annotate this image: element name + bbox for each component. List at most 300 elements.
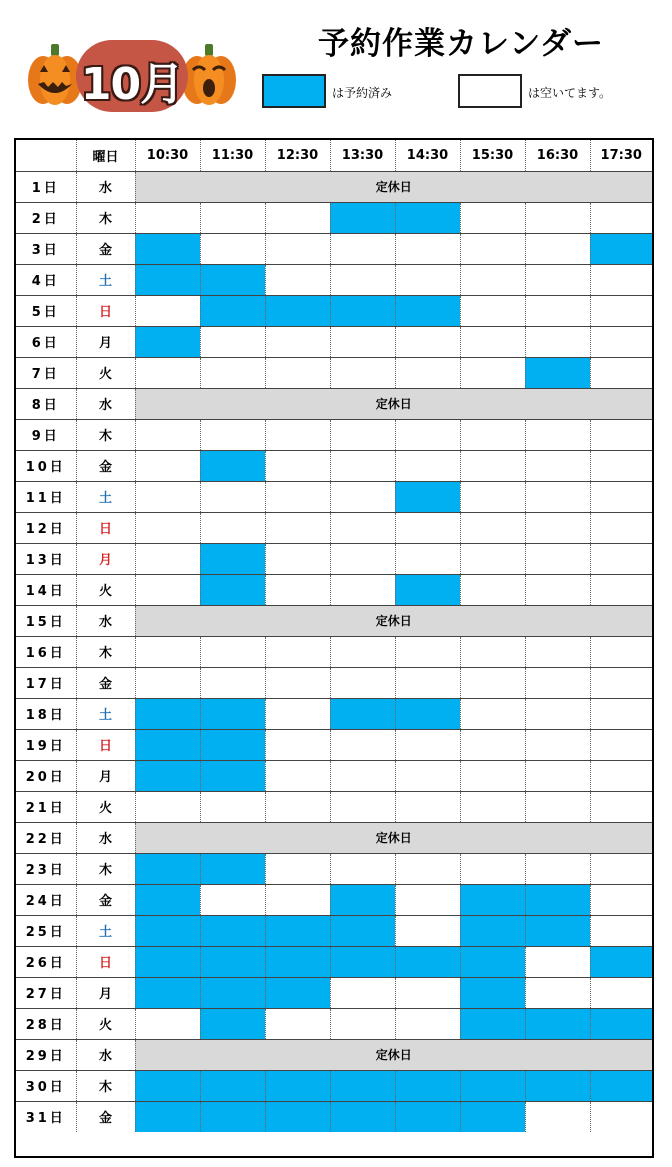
open-slot[interactable] bbox=[460, 698, 525, 729]
open-slot[interactable] bbox=[590, 295, 652, 326]
day-label: 7日 bbox=[16, 357, 76, 388]
closed-day-cell: 定休日 bbox=[135, 388, 652, 419]
day-label: 8日 bbox=[16, 388, 76, 419]
open-slot[interactable] bbox=[330, 1008, 395, 1039]
open-slot[interactable] bbox=[525, 202, 590, 233]
day-row bbox=[16, 698, 652, 729]
booked-slot[interactable] bbox=[395, 574, 460, 605]
day-row bbox=[16, 760, 652, 791]
open-slot[interactable] bbox=[330, 419, 395, 450]
booked-slot[interactable] bbox=[330, 698, 395, 729]
booked-slot[interactable] bbox=[200, 1101, 265, 1132]
day-row bbox=[16, 171, 652, 202]
day-row bbox=[16, 946, 652, 977]
page-title: 予約作業カレンダー bbox=[318, 26, 604, 62]
booked-slot[interactable] bbox=[330, 915, 395, 946]
open-slot[interactable] bbox=[460, 791, 525, 822]
legend-booked-swatch bbox=[262, 74, 326, 108]
open-slot[interactable] bbox=[525, 636, 590, 667]
open-slot[interactable] bbox=[200, 481, 265, 512]
closed-day-cell: 定休日 bbox=[135, 171, 652, 202]
open-slot[interactable] bbox=[525, 450, 590, 481]
day-label: 28日 bbox=[16, 1008, 76, 1039]
booked-slot[interactable] bbox=[135, 853, 200, 884]
booked-slot[interactable] bbox=[265, 295, 330, 326]
open-slot[interactable] bbox=[460, 760, 525, 791]
open-slot[interactable] bbox=[330, 977, 395, 1008]
open-slot[interactable] bbox=[395, 884, 460, 915]
month-badge bbox=[76, 40, 188, 112]
open-slot[interactable] bbox=[135, 574, 200, 605]
open-slot[interactable] bbox=[265, 667, 330, 698]
weekday-label: 金 bbox=[76, 667, 135, 698]
booked-slot[interactable] bbox=[200, 1008, 265, 1039]
day-label: 4日 bbox=[16, 264, 76, 295]
open-slot[interactable] bbox=[330, 481, 395, 512]
open-slot[interactable] bbox=[200, 636, 265, 667]
open-slot[interactable] bbox=[395, 450, 460, 481]
open-slot[interactable] bbox=[460, 450, 525, 481]
booked-slot[interactable] bbox=[135, 326, 200, 357]
open-slot[interactable] bbox=[265, 884, 330, 915]
booked-slot[interactable] bbox=[590, 1070, 652, 1101]
open-slot[interactable] bbox=[265, 450, 330, 481]
booked-slot[interactable] bbox=[265, 915, 330, 946]
open-slot[interactable] bbox=[135, 667, 200, 698]
day-label: 27日 bbox=[16, 977, 76, 1008]
open-slot[interactable] bbox=[590, 977, 652, 1008]
open-slot[interactable] bbox=[395, 636, 460, 667]
open-slot[interactable] bbox=[590, 419, 652, 450]
pumpkin-right-icon bbox=[180, 42, 238, 106]
open-slot[interactable] bbox=[460, 202, 525, 233]
day-row bbox=[16, 419, 652, 450]
weekday-label: 木 bbox=[76, 636, 135, 667]
open-slot[interactable] bbox=[525, 760, 590, 791]
weekday-label: 木 bbox=[76, 853, 135, 884]
open-slot[interactable] bbox=[395, 977, 460, 1008]
day-label: 3日 bbox=[16, 233, 76, 264]
weekday-label: 日 bbox=[76, 512, 135, 543]
open-slot[interactable] bbox=[395, 729, 460, 760]
open-slot[interactable] bbox=[460, 326, 525, 357]
open-slot[interactable] bbox=[590, 543, 652, 574]
weekday-label: 金 bbox=[76, 450, 135, 481]
booked-slot[interactable] bbox=[460, 977, 525, 1008]
time-header-cell: 10:30 bbox=[135, 140, 200, 171]
open-slot[interactable] bbox=[590, 698, 652, 729]
time-header-cell: 17:30 bbox=[590, 140, 652, 171]
open-slot[interactable] bbox=[200, 884, 265, 915]
open-slot[interactable] bbox=[590, 574, 652, 605]
booked-slot[interactable] bbox=[395, 481, 460, 512]
day-label: 31日 bbox=[16, 1101, 76, 1132]
weekday-label: 火 bbox=[76, 574, 135, 605]
closed-day-cell: 定休日 bbox=[135, 1039, 652, 1070]
booked-slot[interactable] bbox=[200, 977, 265, 1008]
open-slot[interactable] bbox=[330, 667, 395, 698]
weekday-label: 水 bbox=[76, 388, 135, 419]
day-label: 1日 bbox=[16, 171, 76, 202]
open-slot[interactable] bbox=[330, 729, 395, 760]
open-slot[interactable] bbox=[135, 450, 200, 481]
open-slot[interactable] bbox=[395, 357, 460, 388]
open-slot[interactable] bbox=[395, 791, 460, 822]
legend-open-label: は空いてます。 bbox=[528, 86, 612, 100]
open-slot[interactable] bbox=[200, 419, 265, 450]
open-slot[interactable] bbox=[590, 915, 652, 946]
open-slot[interactable] bbox=[590, 853, 652, 884]
day-label: 12日 bbox=[16, 512, 76, 543]
day-row bbox=[16, 791, 652, 822]
day-row bbox=[16, 1039, 652, 1070]
open-slot[interactable] bbox=[265, 419, 330, 450]
open-slot[interactable] bbox=[525, 295, 590, 326]
booked-slot[interactable] bbox=[460, 946, 525, 977]
day-row bbox=[16, 233, 652, 264]
open-slot[interactable] bbox=[265, 636, 330, 667]
booked-slot[interactable] bbox=[200, 450, 265, 481]
day-row bbox=[16, 450, 652, 481]
day-label: 14日 bbox=[16, 574, 76, 605]
open-slot[interactable] bbox=[395, 760, 460, 791]
booked-slot[interactable] bbox=[330, 884, 395, 915]
booked-slot[interactable] bbox=[590, 1008, 652, 1039]
open-slot[interactable] bbox=[135, 357, 200, 388]
open-slot[interactable] bbox=[395, 512, 460, 543]
booked-slot[interactable] bbox=[135, 698, 200, 729]
booked-slot[interactable] bbox=[200, 915, 265, 946]
open-slot[interactable] bbox=[590, 729, 652, 760]
open-slot[interactable] bbox=[590, 326, 652, 357]
header bbox=[0, 0, 672, 135]
open-slot[interactable] bbox=[590, 636, 652, 667]
open-slot[interactable] bbox=[590, 884, 652, 915]
open-slot[interactable] bbox=[460, 357, 525, 388]
open-slot[interactable] bbox=[395, 326, 460, 357]
open-slot[interactable] bbox=[330, 512, 395, 543]
open-slot[interactable] bbox=[460, 574, 525, 605]
open-slot[interactable] bbox=[525, 481, 590, 512]
weekday-label: 月 bbox=[76, 326, 135, 357]
booked-slot[interactable] bbox=[460, 1101, 525, 1132]
booked-slot[interactable] bbox=[395, 698, 460, 729]
open-slot[interactable] bbox=[135, 202, 200, 233]
open-slot[interactable] bbox=[135, 636, 200, 667]
open-slot[interactable] bbox=[135, 419, 200, 450]
booked-slot[interactable] bbox=[135, 760, 200, 791]
booked-slot[interactable] bbox=[525, 1008, 590, 1039]
weekday-label: 水 bbox=[76, 605, 135, 636]
open-slot[interactable] bbox=[135, 1008, 200, 1039]
booked-slot[interactable] bbox=[200, 946, 265, 977]
day-label: 19日 bbox=[16, 729, 76, 760]
booked-slot[interactable] bbox=[200, 729, 265, 760]
booked-slot[interactable] bbox=[200, 295, 265, 326]
booked-slot[interactable] bbox=[200, 853, 265, 884]
open-slot[interactable] bbox=[135, 791, 200, 822]
booked-slot[interactable] bbox=[200, 574, 265, 605]
day-row bbox=[16, 388, 652, 419]
open-slot[interactable] bbox=[330, 853, 395, 884]
calendar-table bbox=[16, 140, 652, 1132]
booked-slot[interactable] bbox=[135, 729, 200, 760]
open-slot[interactable] bbox=[460, 636, 525, 667]
open-slot[interactable] bbox=[525, 574, 590, 605]
open-slot[interactable] bbox=[265, 326, 330, 357]
day-row bbox=[16, 326, 652, 357]
day-label: 24日 bbox=[16, 884, 76, 915]
booked-slot[interactable] bbox=[330, 295, 395, 326]
open-slot[interactable] bbox=[330, 264, 395, 295]
day-row bbox=[16, 574, 652, 605]
weekday-label: 金 bbox=[76, 884, 135, 915]
open-slot[interactable] bbox=[265, 729, 330, 760]
open-slot[interactable] bbox=[395, 853, 460, 884]
open-slot[interactable] bbox=[265, 698, 330, 729]
day-label: 5日 bbox=[16, 295, 76, 326]
open-slot[interactable] bbox=[460, 481, 525, 512]
open-slot[interactable] bbox=[200, 357, 265, 388]
booked-slot[interactable] bbox=[135, 264, 200, 295]
weekday-header-cell: 曜日 bbox=[76, 140, 135, 171]
open-slot[interactable] bbox=[265, 853, 330, 884]
open-slot[interactable] bbox=[135, 512, 200, 543]
weekday-label: 月 bbox=[76, 543, 135, 574]
weekday-label: 木 bbox=[76, 1070, 135, 1101]
open-slot[interactable] bbox=[330, 574, 395, 605]
open-slot[interactable] bbox=[265, 543, 330, 574]
open-slot[interactable] bbox=[525, 853, 590, 884]
open-slot[interactable] bbox=[330, 357, 395, 388]
day-row bbox=[16, 264, 652, 295]
day-label: 17日 bbox=[16, 667, 76, 698]
open-slot[interactable] bbox=[265, 760, 330, 791]
booked-slot[interactable] bbox=[265, 1070, 330, 1101]
open-slot[interactable] bbox=[590, 1101, 652, 1132]
open-slot[interactable] bbox=[525, 667, 590, 698]
booked-slot[interactable] bbox=[200, 264, 265, 295]
time-header-cell: 11:30 bbox=[200, 140, 265, 171]
booked-slot[interactable] bbox=[135, 1070, 200, 1101]
open-slot[interactable] bbox=[265, 574, 330, 605]
open-slot[interactable] bbox=[460, 233, 525, 264]
open-slot[interactable] bbox=[395, 667, 460, 698]
booked-slot[interactable] bbox=[200, 1070, 265, 1101]
booked-slot[interactable] bbox=[135, 977, 200, 1008]
open-slot[interactable] bbox=[460, 729, 525, 760]
day-label: 11日 bbox=[16, 481, 76, 512]
closed-day-cell: 定休日 bbox=[135, 605, 652, 636]
weekday-label: 火 bbox=[76, 1008, 135, 1039]
open-slot[interactable] bbox=[525, 977, 590, 1008]
open-slot[interactable] bbox=[460, 853, 525, 884]
open-slot[interactable] bbox=[395, 233, 460, 264]
open-slot[interactable] bbox=[330, 760, 395, 791]
open-slot[interactable] bbox=[265, 357, 330, 388]
day-row bbox=[16, 822, 652, 853]
day-label: 23日 bbox=[16, 853, 76, 884]
open-slot[interactable] bbox=[525, 729, 590, 760]
open-slot[interactable] bbox=[200, 233, 265, 264]
open-slot[interactable] bbox=[525, 1101, 590, 1132]
open-slot[interactable] bbox=[525, 264, 590, 295]
weekday-label: 月 bbox=[76, 977, 135, 1008]
booked-slot[interactable] bbox=[135, 233, 200, 264]
open-slot[interactable] bbox=[460, 419, 525, 450]
open-slot[interactable] bbox=[135, 543, 200, 574]
booked-slot[interactable] bbox=[200, 698, 265, 729]
booked-slot[interactable] bbox=[525, 357, 590, 388]
open-slot[interactable] bbox=[590, 264, 652, 295]
day-row bbox=[16, 884, 652, 915]
open-slot[interactable] bbox=[525, 791, 590, 822]
open-slot[interactable] bbox=[200, 202, 265, 233]
open-slot[interactable] bbox=[330, 233, 395, 264]
open-slot[interactable] bbox=[395, 419, 460, 450]
booked-slot[interactable] bbox=[135, 915, 200, 946]
booked-slot[interactable] bbox=[330, 1101, 395, 1132]
weekday-label: 水 bbox=[76, 1039, 135, 1070]
booked-slot[interactable] bbox=[460, 884, 525, 915]
booked-slot[interactable] bbox=[590, 946, 652, 977]
booked-slot[interactable] bbox=[460, 915, 525, 946]
open-slot[interactable] bbox=[525, 512, 590, 543]
booked-slot[interactable] bbox=[460, 1008, 525, 1039]
open-slot[interactable] bbox=[460, 512, 525, 543]
booked-slot[interactable] bbox=[265, 1101, 330, 1132]
day-label: 20日 bbox=[16, 760, 76, 791]
open-slot[interactable] bbox=[525, 698, 590, 729]
booked-slot[interactable] bbox=[525, 915, 590, 946]
booked-slot[interactable] bbox=[460, 1070, 525, 1101]
open-slot[interactable] bbox=[590, 202, 652, 233]
weekday-label: 木 bbox=[76, 202, 135, 233]
booked-slot[interactable] bbox=[525, 884, 590, 915]
open-slot[interactable] bbox=[590, 667, 652, 698]
booked-slot[interactable] bbox=[395, 946, 460, 977]
day-label: 9日 bbox=[16, 419, 76, 450]
open-slot[interactable] bbox=[395, 264, 460, 295]
open-slot[interactable] bbox=[265, 791, 330, 822]
day-row bbox=[16, 853, 652, 884]
day-label: 25日 bbox=[16, 915, 76, 946]
open-slot[interactable] bbox=[330, 636, 395, 667]
open-slot[interactable] bbox=[200, 791, 265, 822]
open-slot[interactable] bbox=[525, 326, 590, 357]
weekday-label: 土 bbox=[76, 264, 135, 295]
legend-open-swatch bbox=[458, 74, 522, 108]
booked-slot[interactable] bbox=[525, 1070, 590, 1101]
open-slot[interactable] bbox=[330, 791, 395, 822]
open-slot[interactable] bbox=[525, 946, 590, 977]
booked-slot[interactable] bbox=[395, 202, 460, 233]
day-row bbox=[16, 512, 652, 543]
weekday-label: 水 bbox=[76, 171, 135, 202]
day-label: 10日 bbox=[16, 450, 76, 481]
weekday-label: 火 bbox=[76, 357, 135, 388]
open-slot[interactable] bbox=[525, 543, 590, 574]
weekday-label: 水 bbox=[76, 822, 135, 853]
open-slot[interactable] bbox=[265, 264, 330, 295]
day-label: 15日 bbox=[16, 605, 76, 636]
day-row bbox=[16, 481, 652, 512]
day-row bbox=[16, 915, 652, 946]
weekday-label: 月 bbox=[76, 760, 135, 791]
booked-slot[interactable] bbox=[200, 760, 265, 791]
open-slot[interactable] bbox=[265, 233, 330, 264]
booked-slot[interactable] bbox=[135, 946, 200, 977]
open-slot[interactable] bbox=[395, 1008, 460, 1039]
open-slot[interactable] bbox=[200, 667, 265, 698]
day-row bbox=[16, 605, 652, 636]
open-slot[interactable] bbox=[525, 233, 590, 264]
open-slot[interactable] bbox=[460, 667, 525, 698]
open-slot[interactable] bbox=[135, 481, 200, 512]
booked-slot[interactable] bbox=[395, 1101, 460, 1132]
day-row bbox=[16, 295, 652, 326]
booked-slot[interactable] bbox=[135, 884, 200, 915]
open-slot[interactable] bbox=[330, 326, 395, 357]
booked-slot[interactable] bbox=[330, 202, 395, 233]
month-label: 10月 bbox=[80, 59, 184, 110]
booked-slot[interactable] bbox=[330, 1070, 395, 1101]
weekday-label: 火 bbox=[76, 791, 135, 822]
booked-slot[interactable] bbox=[590, 233, 652, 264]
open-slot[interactable] bbox=[200, 512, 265, 543]
booked-slot[interactable] bbox=[330, 946, 395, 977]
open-slot[interactable] bbox=[395, 915, 460, 946]
booked-slot[interactable] bbox=[265, 946, 330, 977]
open-slot[interactable] bbox=[460, 543, 525, 574]
day-label: 26日 bbox=[16, 946, 76, 977]
open-slot[interactable] bbox=[330, 450, 395, 481]
open-slot[interactable] bbox=[265, 512, 330, 543]
weekday-label: 木 bbox=[76, 419, 135, 450]
open-slot[interactable] bbox=[330, 543, 395, 574]
weekday-label: 金 bbox=[76, 233, 135, 264]
day-label: 6日 bbox=[16, 326, 76, 357]
open-slot[interactable] bbox=[200, 326, 265, 357]
open-slot[interactable] bbox=[135, 295, 200, 326]
open-slot[interactable] bbox=[590, 357, 652, 388]
time-header-cell: 12:30 bbox=[265, 140, 330, 171]
open-slot[interactable] bbox=[590, 791, 652, 822]
booked-slot[interactable] bbox=[200, 543, 265, 574]
open-slot[interactable] bbox=[395, 543, 460, 574]
booked-slot[interactable] bbox=[265, 977, 330, 1008]
open-slot[interactable] bbox=[590, 512, 652, 543]
booked-slot[interactable] bbox=[395, 295, 460, 326]
weekday-label: 金 bbox=[76, 1101, 135, 1132]
weekday-label: 土 bbox=[76, 915, 135, 946]
open-slot[interactable] bbox=[590, 450, 652, 481]
open-slot[interactable] bbox=[590, 760, 652, 791]
day-header-cell bbox=[16, 140, 76, 171]
open-slot[interactable] bbox=[525, 419, 590, 450]
legend-booked-label: は予約済み bbox=[332, 86, 393, 100]
open-slot[interactable] bbox=[265, 202, 330, 233]
open-slot[interactable] bbox=[265, 481, 330, 512]
booked-slot[interactable] bbox=[135, 1101, 200, 1132]
open-slot[interactable] bbox=[460, 295, 525, 326]
day-row bbox=[16, 667, 652, 698]
open-slot[interactable] bbox=[265, 1008, 330, 1039]
open-slot[interactable] bbox=[460, 264, 525, 295]
booked-slot[interactable] bbox=[395, 1070, 460, 1101]
day-row bbox=[16, 357, 652, 388]
open-slot[interactable] bbox=[590, 481, 652, 512]
